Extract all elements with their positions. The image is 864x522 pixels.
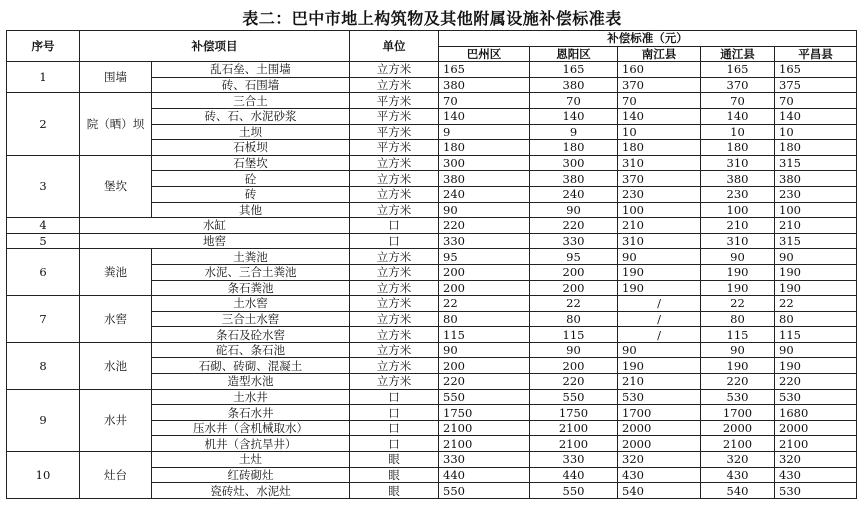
unit-cell: 立方米 [350, 327, 439, 343]
table-body [7, 62, 857, 499]
item-cell: 石砌、砖砌、混凝土 [152, 358, 350, 374]
table-row [7, 249, 857, 265]
item-cell: 石板坝 [152, 140, 350, 156]
value-cell: 380 [530, 77, 618, 93]
value-cell: 140 [618, 108, 701, 124]
row-seq-cell: 8 [7, 342, 80, 389]
value-cell: 330 [439, 233, 530, 249]
item-cell: 水泥、三合土粪池 [152, 264, 350, 280]
value-cell: 165 [701, 62, 775, 78]
value-cell: 90 [530, 202, 618, 218]
value-cell: 370 [618, 77, 701, 93]
value-cell: 2000 [618, 436, 701, 452]
value-cell: 80 [775, 311, 857, 327]
unit-cell: 口 [350, 218, 439, 234]
value-cell: 22 [530, 296, 618, 312]
item-cell: 条石及砼水窖 [152, 327, 350, 343]
item-cell: 机井（含抗旱井） [152, 436, 350, 452]
value-cell: 180 [775, 140, 857, 156]
value-cell: 90 [618, 342, 701, 358]
header-district: 南江县 [618, 46, 701, 62]
value-cell: 380 [775, 171, 857, 187]
value-cell: 140 [439, 108, 530, 124]
value-cell: 10 [618, 124, 701, 140]
unit-cell: 口 [350, 389, 439, 405]
value-cell: 95 [530, 249, 618, 265]
value-cell: 430 [775, 467, 857, 483]
value-cell: 115 [701, 327, 775, 343]
value-cell: 220 [701, 374, 775, 390]
value-cell: 90 [439, 342, 530, 358]
unit-cell: 立方米 [350, 296, 439, 312]
value-cell: 22 [775, 296, 857, 312]
group-name-cell: 围墙 [80, 62, 152, 93]
value-cell: 230 [701, 186, 775, 202]
value-cell: 200 [439, 280, 530, 296]
value-cell: 200 [439, 264, 530, 280]
value-cell: 22 [701, 296, 775, 312]
value-cell: 165 [439, 62, 530, 78]
row-seq-cell: 2 [7, 93, 80, 155]
value-cell: 115 [775, 327, 857, 343]
header-district: 恩阳区 [530, 46, 618, 62]
value-cell: 80 [439, 311, 530, 327]
value-cell: 310 [701, 233, 775, 249]
value-cell: 315 [775, 155, 857, 171]
value-cell: 100 [775, 202, 857, 218]
value-cell: 2100 [530, 436, 618, 452]
value-cell: 190 [618, 280, 701, 296]
value-cell: 530 [618, 389, 701, 405]
item-cell: 其他 [152, 202, 350, 218]
item-cell: 土坝 [152, 124, 350, 140]
unit-cell: 眼 [350, 467, 439, 483]
value-cell: 80 [701, 311, 775, 327]
value-cell: 220 [775, 374, 857, 390]
table-row [7, 342, 857, 358]
table-row [7, 452, 857, 468]
value-cell: 115 [439, 327, 530, 343]
table-row [7, 218, 857, 234]
value-cell: 10 [701, 124, 775, 140]
value-cell: 430 [701, 467, 775, 483]
value-cell: 2000 [775, 420, 857, 436]
value-cell: 330 [439, 452, 530, 468]
item-cell: 土水窖 [152, 296, 350, 312]
value-cell: 1750 [439, 405, 530, 421]
value-cell: 1700 [618, 405, 701, 421]
value-cell: 180 [530, 140, 618, 156]
value-cell: / [618, 311, 701, 327]
item-cell: 乱石垒、土围墙 [152, 62, 350, 78]
row-seq-cell: 7 [7, 296, 80, 343]
value-cell: 70 [775, 93, 857, 109]
value-cell: 300 [530, 155, 618, 171]
item-cell: 砖、石围墙 [152, 77, 350, 93]
item-cell: 压水井（含机械取水） [152, 420, 350, 436]
value-cell: 1750 [530, 405, 618, 421]
value-cell: 90 [775, 342, 857, 358]
unit-cell: 平方米 [350, 93, 439, 109]
value-cell: 440 [530, 467, 618, 483]
unit-cell: 立方米 [350, 77, 439, 93]
group-name-cell: 粪池 [80, 249, 152, 296]
unit-cell: 立方米 [350, 62, 439, 78]
item-cell: 砖 [152, 186, 350, 202]
value-cell: 550 [439, 389, 530, 405]
table-row [7, 155, 857, 171]
value-cell: / [618, 296, 701, 312]
value-cell: 220 [439, 218, 530, 234]
unit-cell: 口 [350, 233, 439, 249]
item-cell: 砖、石、水泥砂浆 [152, 108, 350, 124]
value-cell: 200 [439, 358, 530, 374]
value-cell: 190 [701, 280, 775, 296]
value-cell: 530 [775, 389, 857, 405]
value-cell: 540 [618, 483, 701, 499]
item-cell: 土水井 [152, 389, 350, 405]
value-cell: 220 [530, 374, 618, 390]
header-district: 平昌县 [775, 46, 857, 62]
unit-cell: 口 [350, 405, 439, 421]
value-cell: 380 [439, 171, 530, 187]
value-cell: 90 [439, 202, 530, 218]
value-cell: 240 [530, 186, 618, 202]
value-cell: 190 [701, 264, 775, 280]
unit-cell: 平方米 [350, 140, 439, 156]
item-cell: 水缸 [80, 218, 350, 234]
group-name-cell: 堡坎 [80, 155, 152, 217]
unit-cell: 立方米 [350, 264, 439, 280]
value-cell: 190 [775, 358, 857, 374]
value-cell: 310 [618, 233, 701, 249]
value-cell: 370 [701, 77, 775, 93]
value-cell: 90 [701, 342, 775, 358]
value-cell: 2100 [530, 420, 618, 436]
header-district: 巴州区 [439, 46, 530, 62]
item-cell: 砣石、条石池 [152, 342, 350, 358]
value-cell: 320 [775, 452, 857, 468]
value-cell: 9 [530, 124, 618, 140]
row-seq-cell: 10 [7, 452, 80, 499]
value-cell: 200 [530, 358, 618, 374]
header-seq: 序号 [7, 31, 80, 62]
value-cell: 210 [618, 218, 701, 234]
value-cell: 80 [530, 311, 618, 327]
value-cell: 200 [530, 264, 618, 280]
value-cell: 320 [701, 452, 775, 468]
value-cell: 230 [618, 186, 701, 202]
unit-cell: 立方米 [350, 186, 439, 202]
value-cell: 370 [618, 171, 701, 187]
value-cell: 2100 [439, 420, 530, 436]
value-cell: 1680 [775, 405, 857, 421]
value-cell: 2000 [701, 420, 775, 436]
group-name-cell: 水窖 [80, 296, 152, 343]
item-cell: 瓷砖灶、水泥灶 [152, 483, 350, 499]
item-cell: 砼 [152, 171, 350, 187]
unit-cell: 立方米 [350, 171, 439, 187]
value-cell: 210 [701, 218, 775, 234]
value-cell: 430 [618, 467, 701, 483]
value-cell: 2000 [618, 420, 701, 436]
unit-cell: 口 [350, 420, 439, 436]
value-cell: 90 [618, 249, 701, 265]
group-name-cell: 院（晒）坝 [80, 93, 152, 155]
value-cell: 100 [618, 202, 701, 218]
row-seq-cell: 5 [7, 233, 80, 249]
header-item: 补偿项目 [80, 31, 350, 62]
row-seq-cell: 6 [7, 249, 80, 296]
value-cell: 115 [530, 327, 618, 343]
unit-cell: 立方米 [350, 358, 439, 374]
value-cell: 1700 [701, 405, 775, 421]
value-cell: 315 [775, 233, 857, 249]
value-cell: 300 [439, 155, 530, 171]
item-cell: 地窖 [80, 233, 350, 249]
item-cell: 红砖砌灶 [152, 467, 350, 483]
value-cell: 2100 [439, 436, 530, 452]
value-cell: 550 [530, 483, 618, 499]
compensation-table [6, 30, 857, 499]
unit-cell: 平方米 [350, 108, 439, 124]
table-row [7, 233, 857, 249]
unit-cell: 立方米 [350, 374, 439, 390]
item-cell: 三合土水窖 [152, 311, 350, 327]
value-cell: 2100 [775, 436, 857, 452]
value-cell: 190 [618, 264, 701, 280]
value-cell: 200 [530, 280, 618, 296]
item-cell: 土灶 [152, 452, 350, 468]
group-name-cell: 灶台 [80, 452, 152, 499]
value-cell: 180 [618, 140, 701, 156]
value-cell: 10 [775, 124, 857, 140]
value-cell: 540 [701, 483, 775, 499]
unit-cell: 立方米 [350, 280, 439, 296]
value-cell: 160 [618, 62, 701, 78]
row-seq-cell: 4 [7, 218, 80, 234]
table-row [7, 62, 857, 78]
header-district: 通江县 [701, 46, 775, 62]
value-cell: 70 [701, 93, 775, 109]
value-cell: 310 [618, 155, 701, 171]
value-cell: 330 [530, 233, 618, 249]
unit-cell: 立方米 [350, 311, 439, 327]
value-cell: 90 [775, 249, 857, 265]
unit-cell: 立方米 [350, 249, 439, 265]
unit-cell: 眼 [350, 452, 439, 468]
value-cell: 70 [439, 93, 530, 109]
value-cell: 440 [439, 467, 530, 483]
value-cell: 140 [701, 108, 775, 124]
value-cell: 220 [439, 374, 530, 390]
value-cell: 550 [530, 389, 618, 405]
value-cell: 180 [439, 140, 530, 156]
header-standard: 补偿标准（元） [439, 31, 857, 47]
value-cell: 90 [701, 249, 775, 265]
row-seq-cell: 9 [7, 389, 80, 451]
item-cell: 造型水池 [152, 374, 350, 390]
value-cell: 330 [530, 452, 618, 468]
value-cell: 310 [701, 155, 775, 171]
item-cell: 土粪池 [152, 249, 350, 265]
value-cell: 9 [439, 124, 530, 140]
value-cell: 165 [775, 62, 857, 78]
value-cell: 210 [618, 374, 701, 390]
value-cell: 22 [439, 296, 530, 312]
group-name-cell: 水井 [80, 389, 152, 451]
value-cell: 230 [775, 186, 857, 202]
value-cell: 140 [775, 108, 857, 124]
value-cell: 210 [775, 218, 857, 234]
value-cell: 530 [775, 483, 857, 499]
value-cell: 375 [775, 77, 857, 93]
unit-cell: 立方米 [350, 155, 439, 171]
table-row [7, 389, 857, 405]
group-name-cell: 水池 [80, 342, 152, 389]
table-row [7, 93, 857, 109]
header-unit: 单位 [350, 31, 439, 62]
unit-cell: 平方米 [350, 124, 439, 140]
value-cell: 380 [701, 171, 775, 187]
value-cell: 380 [439, 77, 530, 93]
value-cell: 70 [530, 93, 618, 109]
table-title: 表二：巴中市地上构筑物及其他附属设施补偿标准表 [242, 9, 622, 28]
value-cell: 320 [618, 452, 701, 468]
unit-cell: 立方米 [350, 342, 439, 358]
value-cell: 190 [618, 358, 701, 374]
value-cell: 550 [439, 483, 530, 499]
value-cell: 100 [701, 202, 775, 218]
row-seq-cell: 1 [7, 62, 80, 93]
value-cell: 165 [530, 62, 618, 78]
row-seq-cell: 3 [7, 155, 80, 217]
unit-cell: 眼 [350, 483, 439, 499]
value-cell: 220 [530, 218, 618, 234]
value-cell: 530 [701, 389, 775, 405]
item-cell: 石堡坎 [152, 155, 350, 171]
table-row [7, 296, 857, 312]
value-cell: 140 [530, 108, 618, 124]
value-cell: 95 [439, 249, 530, 265]
value-cell: 190 [701, 358, 775, 374]
value-cell: / [618, 327, 701, 343]
value-cell: 90 [530, 342, 618, 358]
unit-cell: 立方米 [350, 202, 439, 218]
item-cell: 条石粪池 [152, 280, 350, 296]
value-cell: 190 [775, 280, 857, 296]
value-cell: 2100 [701, 436, 775, 452]
value-cell: 70 [618, 93, 701, 109]
item-cell: 条石水井 [152, 405, 350, 421]
value-cell: 190 [775, 264, 857, 280]
value-cell: 180 [701, 140, 775, 156]
unit-cell: 口 [350, 436, 439, 452]
item-cell: 三合土 [152, 93, 350, 109]
value-cell: 380 [530, 171, 618, 187]
value-cell: 240 [439, 186, 530, 202]
table-header [7, 31, 857, 62]
